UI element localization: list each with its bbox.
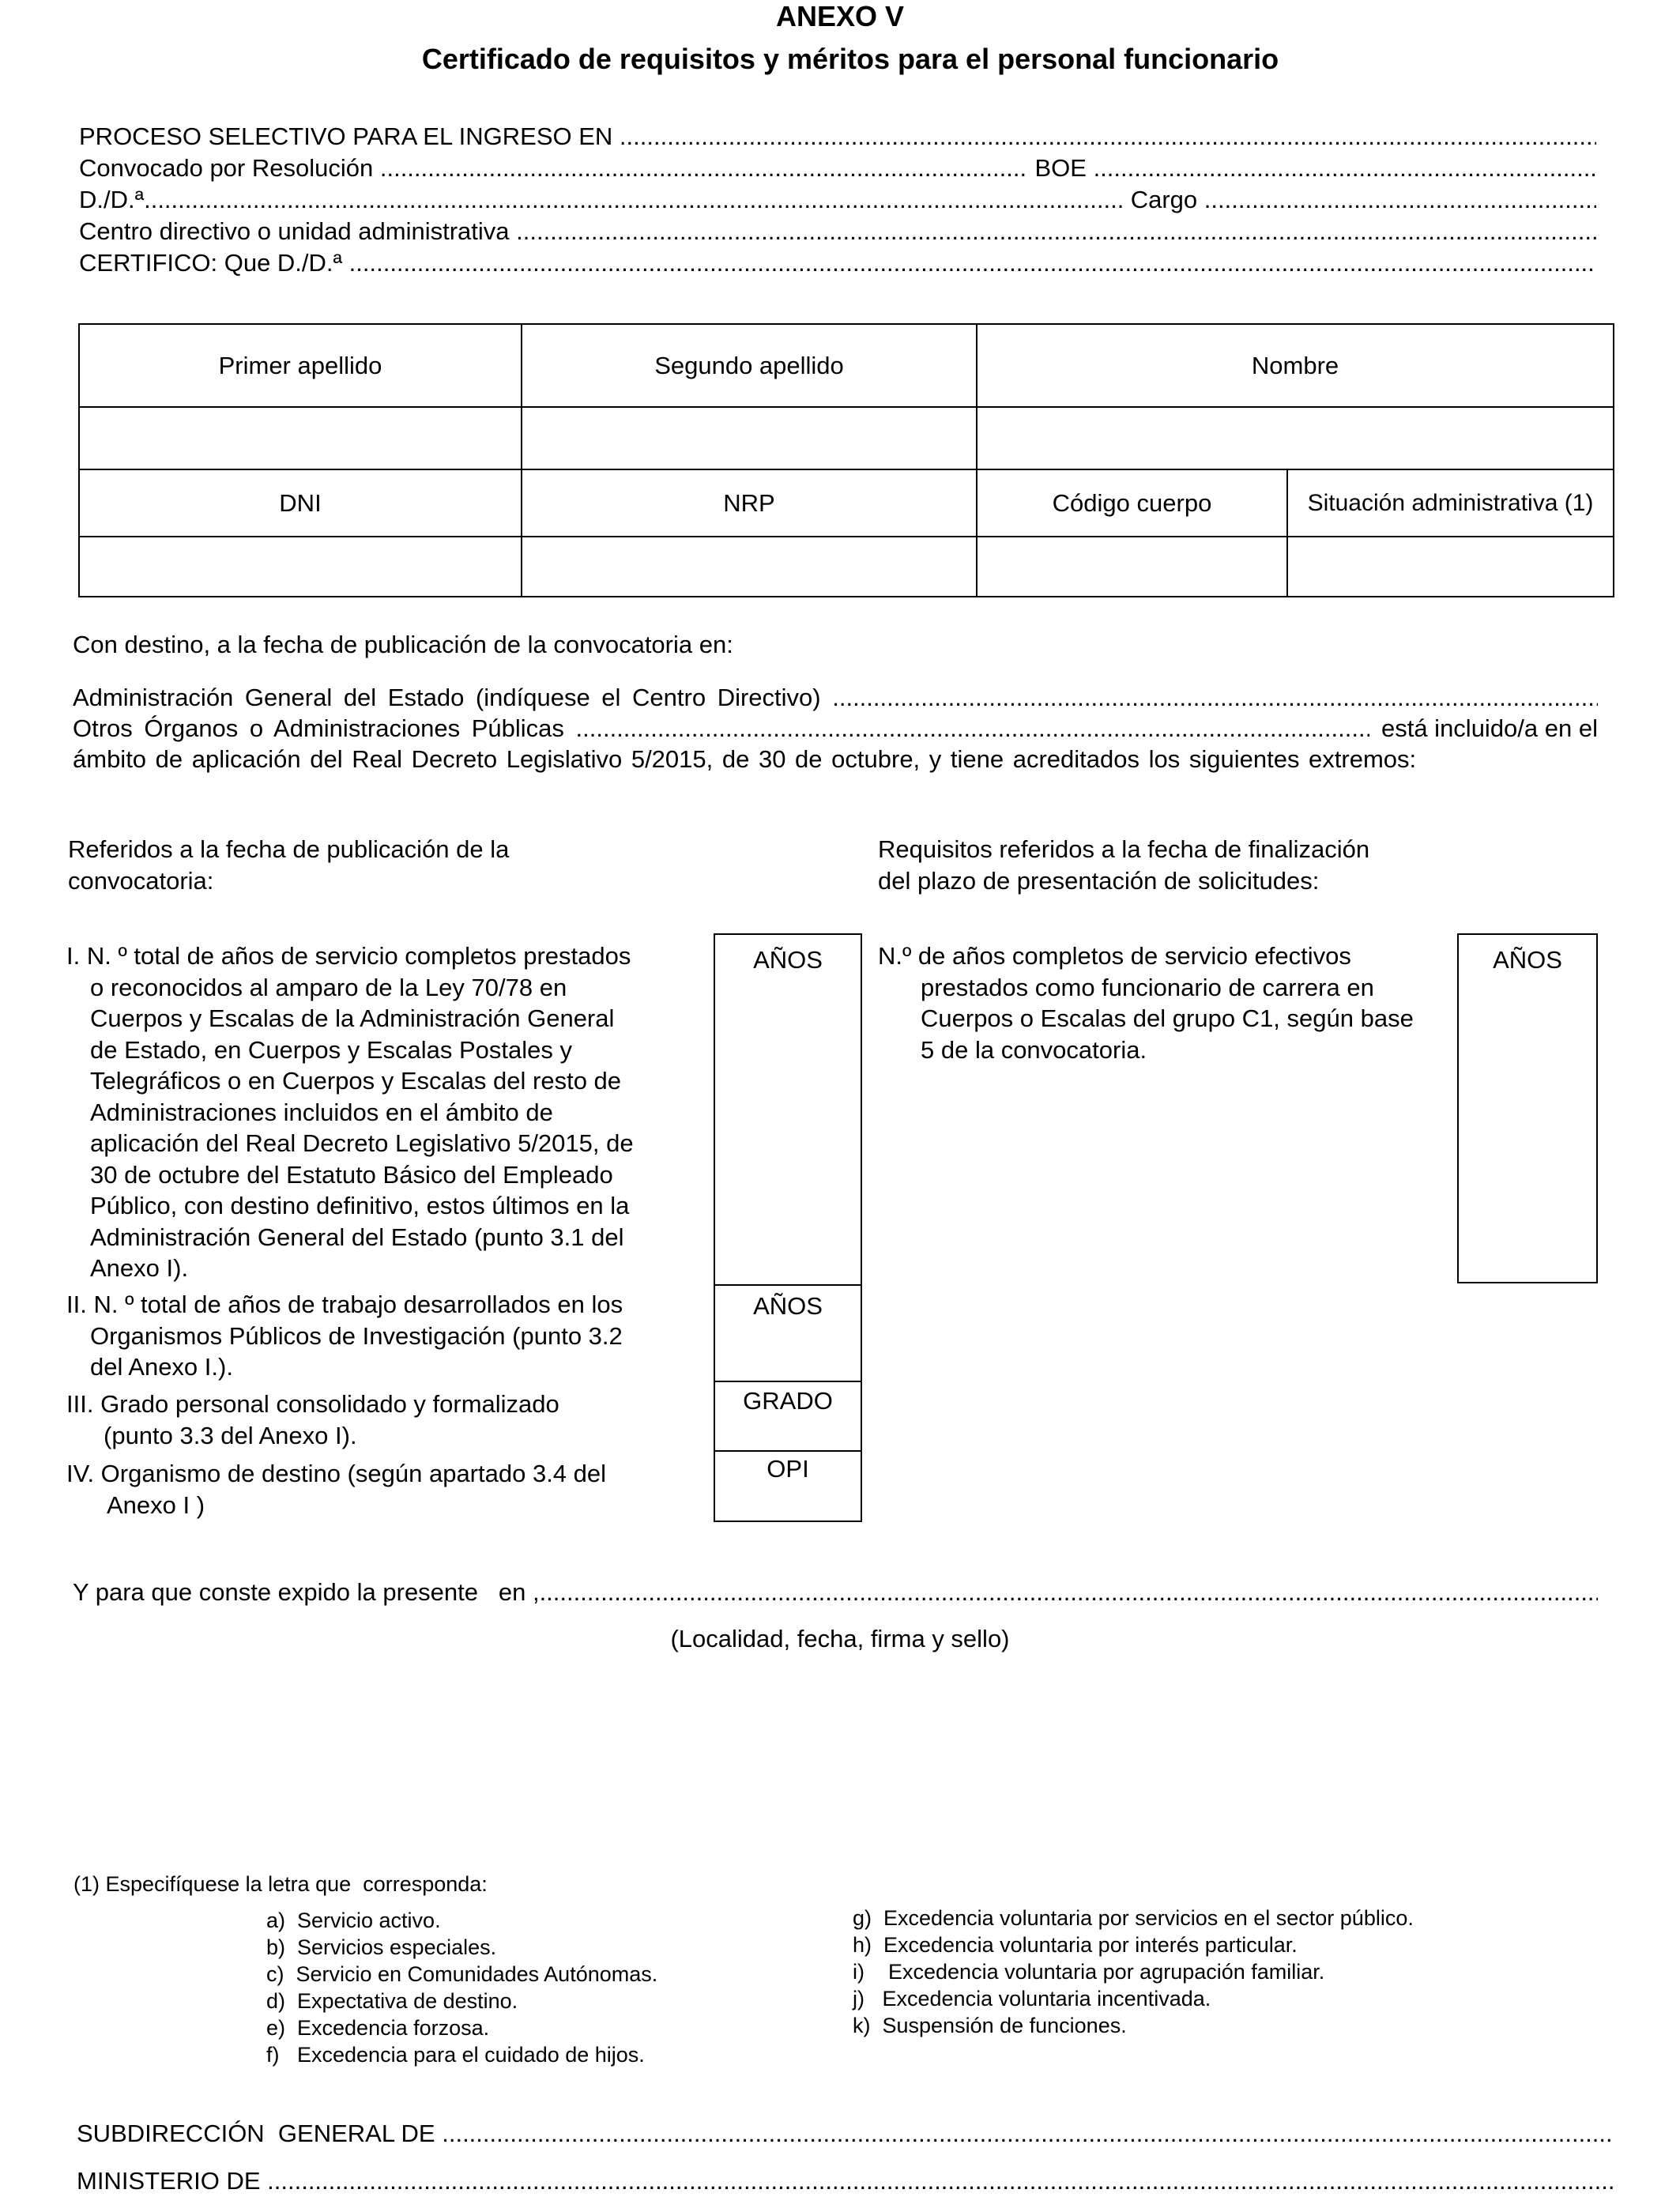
right-heading-1: Requisitos referidos a la fecha de finalización xyxy=(878,835,1370,863)
item-i-line: Anexo I). xyxy=(90,1254,189,1282)
item-iv-first-line: IV. Organismo de destino (según apartado 3.4 del xyxy=(66,1460,607,1487)
footnote-item: g) Excedencia voluntaria por servicios en el sector público. xyxy=(853,1906,1414,1930)
right-item-line: prestados como funcionario de carrera en xyxy=(921,973,1374,1001)
right-item-first-line: N.º de años completos de servicio efectivos xyxy=(878,942,1351,970)
footnote-item: f) Excedencia para el cuidado de hijos. xyxy=(266,2043,645,2067)
nombre-cell[interactable] xyxy=(977,407,1614,469)
item-ii-first-line: II. N. º total de años de trabajo desarrollados en los xyxy=(66,1291,623,1318)
otros-organos-field[interactable] xyxy=(73,713,1598,744)
incluido-label: está incluido/a en el xyxy=(1381,714,1598,742)
right-anos-label: AÑOS xyxy=(1493,946,1562,974)
centro-label: Centro directivo o unidad administrativa xyxy=(79,217,510,245)
header-dni: DNI xyxy=(79,469,522,537)
footnote-item: h) Excedencia voluntaria por interés particular. xyxy=(853,1933,1298,1957)
ministerio-field[interactable] xyxy=(77,2165,1614,2197)
convocado-field[interactable] xyxy=(79,153,1596,184)
situacion-administrativa-cell[interactable] xyxy=(1287,537,1614,597)
otros-label: Otros Órganos o Administraciones Públicas xyxy=(73,714,564,742)
footnote-item: j) Excedencia voluntaria incentivada. xyxy=(853,1987,1211,2010)
certificate-subtitle: Certificado de requisitos y méritos para el personal funcionario xyxy=(421,43,1279,75)
ministerio-label: MINISTERIO DE xyxy=(77,2167,261,2195)
anos-box-1[interactable] xyxy=(715,935,861,1286)
footnote-item: i) Excedencia voluntaria por agrupación familiar. xyxy=(853,1960,1325,1984)
item-i-text xyxy=(66,940,714,1284)
destino-intro: Con destino, a la fecha de publicación de la convocatoria en: xyxy=(73,631,733,658)
codigo-cuerpo-cell[interactable] xyxy=(977,537,1287,597)
footnote-right-list xyxy=(853,1905,1414,2039)
header-codigo-cuerpo: Código cuerpo xyxy=(977,469,1287,537)
grado-label: GRADO xyxy=(743,1387,833,1415)
right-item-line: Cuerpos o Escalas del grupo C1, según base xyxy=(921,1004,1414,1032)
footnote-item: c) Servicio en Comunidades Autónomas. xyxy=(266,1962,658,1986)
subdireccion-field[interactable] xyxy=(77,2118,1614,2150)
item-i-line: 30 de octubre del Estatuto Básico del Empleado xyxy=(90,1160,613,1189)
certifico-field[interactable] xyxy=(79,247,1596,279)
item-iii-line: (punto 3.3 del Anexo I). xyxy=(104,1421,357,1449)
right-item-line: 5 de la convocatoria. xyxy=(921,1035,1147,1064)
item-i-line: o reconocidos al amparo de la Ley 70/78 en xyxy=(90,973,567,1001)
item-i-first-line: I. N. º total de años de servicio completos prestados xyxy=(66,942,631,970)
identity-table xyxy=(78,323,1614,597)
item-i-line: Telegráficos o en Cuerpos y Escalas del resto de xyxy=(90,1067,622,1095)
centro-field[interactable] xyxy=(79,216,1596,247)
item-i-line: Público, con destino definitivo, estos últimos en la xyxy=(90,1192,630,1219)
primer-apellido-cell[interactable] xyxy=(79,407,522,469)
item-iv-line: Anexo I ) xyxy=(107,1490,205,1519)
footnote-left-list xyxy=(266,1907,657,2068)
right-item-text xyxy=(878,940,1463,1065)
left-heading-1: Referidos a la fecha de publicación de la xyxy=(68,835,510,863)
item-i-line: Administración General del Estado (punto 3.1 del xyxy=(90,1223,624,1251)
left-boxes xyxy=(714,933,862,1522)
item-ii-line: del Anexo I.). xyxy=(90,1353,233,1381)
item-ii-line: Organismos Públicos de Investigación (punto 3.2 xyxy=(90,1321,623,1350)
header-segundo-apellido: Segundo apellido xyxy=(522,324,977,407)
cargo-label: Cargo xyxy=(1130,186,1198,213)
left-heading-2: convocatoria: xyxy=(68,867,214,895)
anos-label-1: AÑOS xyxy=(753,946,823,974)
item-iii-first-line: III. Grado personal consolidado y formalizado xyxy=(66,1390,559,1418)
item-i-line: de Estado, en Cuerpos y Escalas Postales y xyxy=(90,1035,572,1064)
boe-label: BOE xyxy=(1034,154,1087,182)
nrp-cell[interactable] xyxy=(522,537,977,597)
age-label: Administración General del Estado (indíquese el Centro Directivo) xyxy=(73,684,821,711)
footnote-item: k) Suspensión de funciones. xyxy=(853,2014,1127,2037)
item-i-line: aplicación del Real Decreto Legislativo 5/2015, de xyxy=(90,1129,634,1157)
footnote-item: d) Expectativa de destino. xyxy=(266,1989,518,2013)
dd-label: D./D.ª xyxy=(79,186,145,213)
annex-title: ANEXO V xyxy=(775,0,905,32)
item-i-line: Cuerpos y Escalas de la Administración General xyxy=(90,1004,615,1032)
expido-field[interactable] xyxy=(73,1577,1598,1608)
proceso-field[interactable] xyxy=(79,121,1596,153)
header-nrp: NRP xyxy=(522,469,977,537)
header-primer-apellido: Primer apellido xyxy=(79,324,522,407)
footnote-item: b) Servicios especiales. xyxy=(266,1935,497,1959)
proceso-label: PROCESO SELECTIVO PARA EL INGRESO EN xyxy=(79,122,613,150)
localidad-caption: (Localidad, fecha, firma y sello) xyxy=(670,1625,1010,1652)
age-field[interactable] xyxy=(73,682,1598,714)
expido-label: Y para que conste expido la presente en , xyxy=(73,1578,540,1606)
right-anos-box[interactable] xyxy=(1457,933,1598,1283)
anos-box-2[interactable] xyxy=(715,1286,861,1382)
dni-cell[interactable] xyxy=(79,537,522,597)
item-ii-text xyxy=(66,1289,714,1383)
item-iii-text xyxy=(66,1389,714,1451)
right-heading-2: del plazo de presentación de solicitudes: xyxy=(878,867,1320,895)
ambito-text: ámbito de aplicación del Real Decreto Legislativo 5/2015, de 30 de octubre, y tiene acreditados los siguientes extremos: xyxy=(73,745,1417,773)
header-nombre: Nombre xyxy=(977,324,1614,407)
footnote-item: a) Servicio activo. xyxy=(266,1909,441,1932)
item-iv-text xyxy=(66,1458,714,1521)
header-situacion-administrativa: Situación administrativa (1) xyxy=(1287,469,1614,537)
opi-label: OPI xyxy=(767,1455,809,1483)
certifico-label: CERTIFICO: Que D./D.ª xyxy=(79,249,343,277)
convocado-label: Convocado por Resolución xyxy=(79,154,374,182)
grado-box[interactable] xyxy=(715,1382,861,1452)
subdireccion-label: SUBDIRECCIÓN GENERAL DE xyxy=(77,2120,435,2147)
anos-label-2: AÑOS xyxy=(753,1292,823,1320)
item-i-line: Administraciones incluidos en el ámbito de xyxy=(90,1098,553,1126)
footnote-item: e) Excedencia forzosa. xyxy=(266,2016,490,2040)
segundo-apellido-cell[interactable] xyxy=(522,407,977,469)
dd-field[interactable] xyxy=(79,184,1596,216)
opi-box[interactable] xyxy=(715,1452,861,1521)
footnote-intro: (1) Especifíquese la letra que corresponda: xyxy=(73,1872,488,1896)
